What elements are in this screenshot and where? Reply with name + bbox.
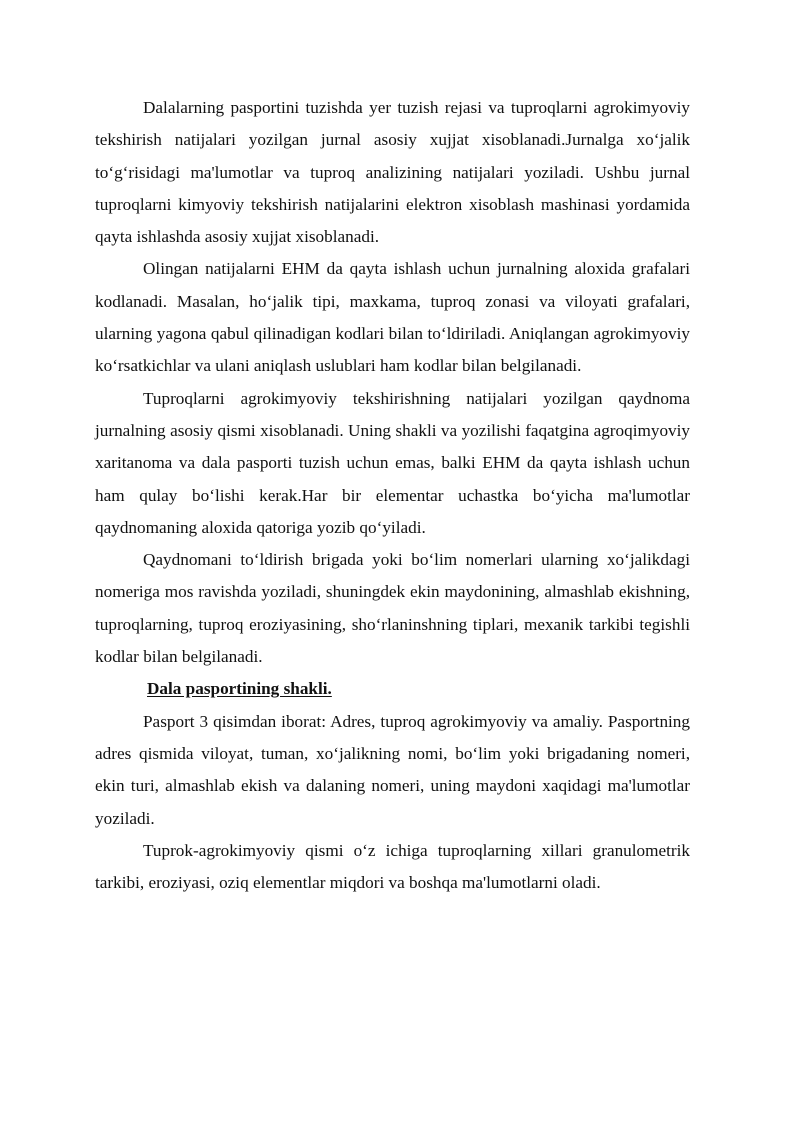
paragraph-agrochemical-part: Tuprok-agrokimyoviy qismi o‘z ichiga tuproqlarning xillari granulometrik tarkibi, eroziyasi, oziq elementlar miqdori va boshqa ma'lumotlarni oladi. <box>95 840 690 893</box>
document-body <box>95 92 690 899</box>
paragraph-register: Tuproqlarni agrokimyoviy tekshirishning natijalari yozilgan qaydnoma jurnalning asosiy qismi xisoblanadi. Uning shakli va yozilishi faqatgina agroqimyoviy xaritanoma va dala pasporti tuzish uchun emas, balki EHM da qayta ishlash uchun ham qulay bo‘lishi kerak.Har bir elementar uchastka bo‘yicha ma'lumotlar qaydnomaning aloxida qatoriga yozib qo‘yiladi. <box>95 388 690 537</box>
section-heading: Dala pasportining shakli. <box>147 679 332 699</box>
paragraph-coding: Olingan natijalarni EHM da qayta ishlash uchun jurnalning aloxida grafalari kodlanadi. Masalan, ho‘jalik tipi, maxkama, tuproq zonasi va viloyati grafalari, ularning yagona qabul qilinadigan kodlari bilan to‘ldiriladi. Aniqlangan agrokimyoviy ko‘rsatkichlar va ulani aniqlash uslublari ham kodlar bilan belgilanadi. <box>95 259 690 376</box>
paragraph-journal: Dalalarning pasportini tuzishda yer tuzish rejasi va tuproqlarni agrokimyoviy tekshirish natijalari yozilgan jurnal asosiy xujjat xisoblanadi.Jurnalga xo‘jalik to‘g‘risidagi ma'lumotlar va tuproq analizining natijalari yoziladi. Ushbu jurnal tuproqlarni kimyoviy tekshirish natijalarini elektron xisoblash mashinasi yordamida qayta ishlashda asosiy xujjat xisoblanadi. <box>95 98 690 247</box>
paragraph-filling: Qaydnomani to‘ldirish brigada yoki bo‘lim nomerlari ularning xo‘jalikdagi nomeriga mos ravishda yoziladi, shuningdek ekin maydonining, almashlab ekishning, tuproqlarning, tuproq eroziyasining, sho‘rlaninshning tiplari, mexanik tarkibi tegishli kodlar bilan belgilanadi. <box>95 550 690 667</box>
paragraph-passport-parts: Pasport 3 qisimdan iborat: Adres, tuproq agrokimyoviy va amaliy. Pasportning adres qismida viloyat, tuman, xo‘jalikning nomi, bo‘lim yoki brigadaning nomeri, ekin turi, almashlab ekish va dalaning nomeri, uning maydoni xaqidagi ma'lumotlar yoziladi. <box>95 711 690 828</box>
